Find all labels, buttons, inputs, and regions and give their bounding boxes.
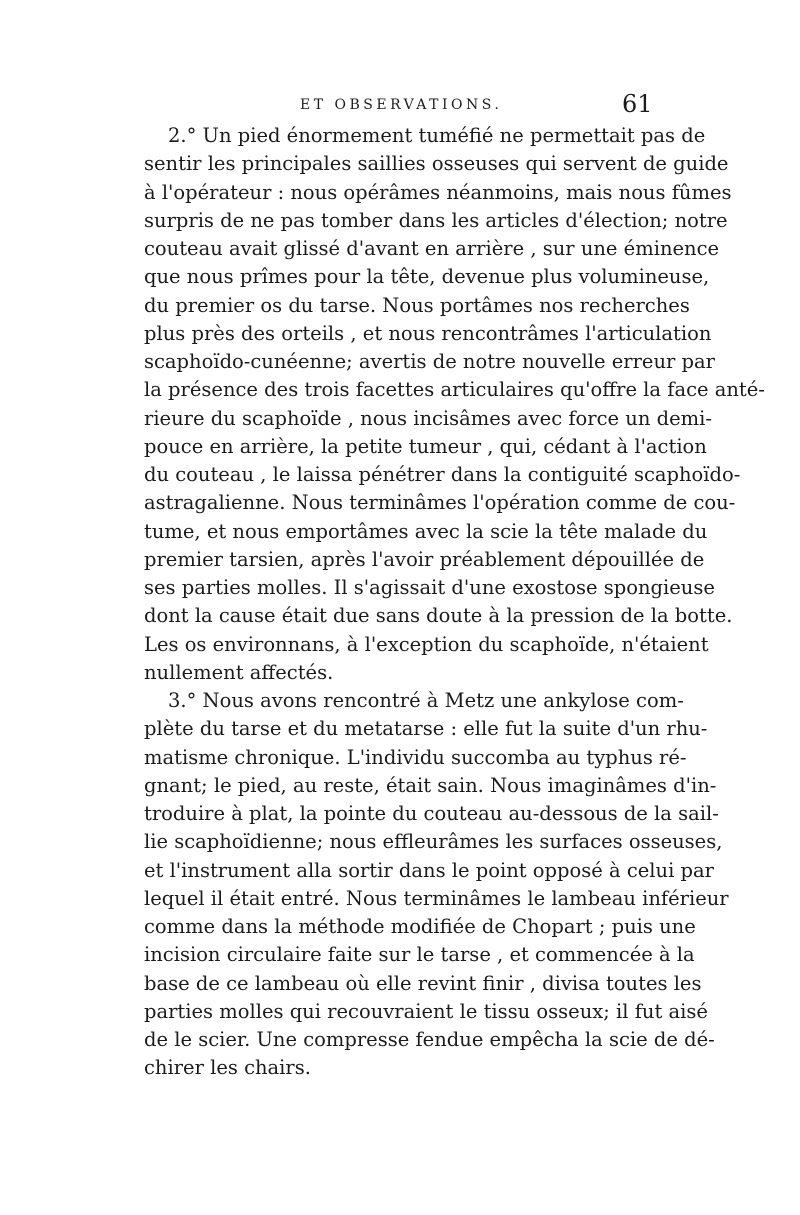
text-line: base de ce lambeau où elle revint finir , divisa toutes les <box>144 971 702 995</box>
text-line: comme dans la méthode modifiée de Chopart ; puis une <box>144 915 696 938</box>
text-line: matisme chronique. L'individu succomba au typhus ré- <box>144 745 687 769</box>
text-line: surpris de ne pas tomber dans les articles d'élection; notre <box>144 208 728 232</box>
text-line: la présence des trois facettes articulaires qu'offre la face anté- <box>144 378 765 402</box>
text-line: premier tarsien, après l'avoir préablement dépouillée de <box>144 547 705 571</box>
text-line: et l'instrument alla sortir dans le point opposé à celui par <box>144 858 714 882</box>
text-line: que nous prîmes pour la tête, devenue plus volumineuse, <box>144 265 710 289</box>
page-number: 61 <box>622 90 653 118</box>
text-line: ses parties molles. Il s'agissait d'une exostose spongieuse <box>144 576 715 599</box>
text-line: à l'opérateur : nous opérâmes néanmoins, mais nous fûmes <box>144 180 732 204</box>
text-line: de le scier. Une compresse fendue empêcha la scie de dé- <box>144 1028 715 1051</box>
text-line: chirer les chairs. <box>144 1056 311 1080</box>
running-title: ET OBSERVATIONS. <box>300 97 503 113</box>
text-line: lie scaphoïdienne; nous effleurâmes les surfaces osseuses, <box>144 830 723 854</box>
text-line: scaphoïdo-cunéenne; avertis de notre nouvelle erreur par <box>144 350 715 373</box>
body-text <box>144 122 765 1083</box>
text-line: astragalienne. Nous terminâmes l'opération comme de cou- <box>144 491 736 515</box>
text-line: sentir les principales saillies osseuses qui servent de guide <box>144 152 729 176</box>
text-line: gnant; le pied, au reste, était sain. Nous imaginâmes d'in- <box>144 773 717 797</box>
text-line: plète du tarse et du metatarse : elle fut la suite d'un rhu- <box>144 717 708 741</box>
text-line: dont la cause était due sans doute à la pression de la botte. <box>144 604 733 628</box>
text-line: 3.° Nous avons rencontré à Metz une ankylose com- <box>168 689 684 712</box>
text-line: couteau avait glissé d'avant en arrière , sur une éminence <box>144 237 720 260</box>
text-line: 2.° Un pied énormement tuméfié ne permettait pas de <box>168 124 706 147</box>
text-line: troduire à plat, la pointe du couteau au-dessous de la sail- <box>144 802 719 825</box>
text-line: nullement affectés. <box>144 660 334 684</box>
text-line: du premier os du tarse. Nous portâmes nos recherches <box>144 293 690 317</box>
text-line: plus près des orteils , et nous rencontrâmes l'articulation <box>144 321 712 345</box>
text-line: Les os environnans, à l'exception du scaphoïde, n'étaient <box>144 632 709 656</box>
text-line: incision circulaire faite sur le tarse , et commencée à la <box>144 943 695 967</box>
text-line: rieure du scaphoïde , nous incisâmes avec force un demi- <box>144 406 712 430</box>
text-line: tume, et nous emportâmes avec la scie la tête malade du <box>144 519 708 543</box>
text-line: du couteau , le laissa pénétrer dans la contiguité scaphoïdo- <box>144 463 741 486</box>
text-line: pouce en arrière, la petite tumeur , qui, cédant à l'action <box>144 434 707 458</box>
text-line: parties molles qui recouvraient le tissu osseux; il fut aisé <box>144 999 708 1023</box>
text-line: lequel il était entré. Nous terminâmes le lambeau inférieur <box>144 886 729 910</box>
